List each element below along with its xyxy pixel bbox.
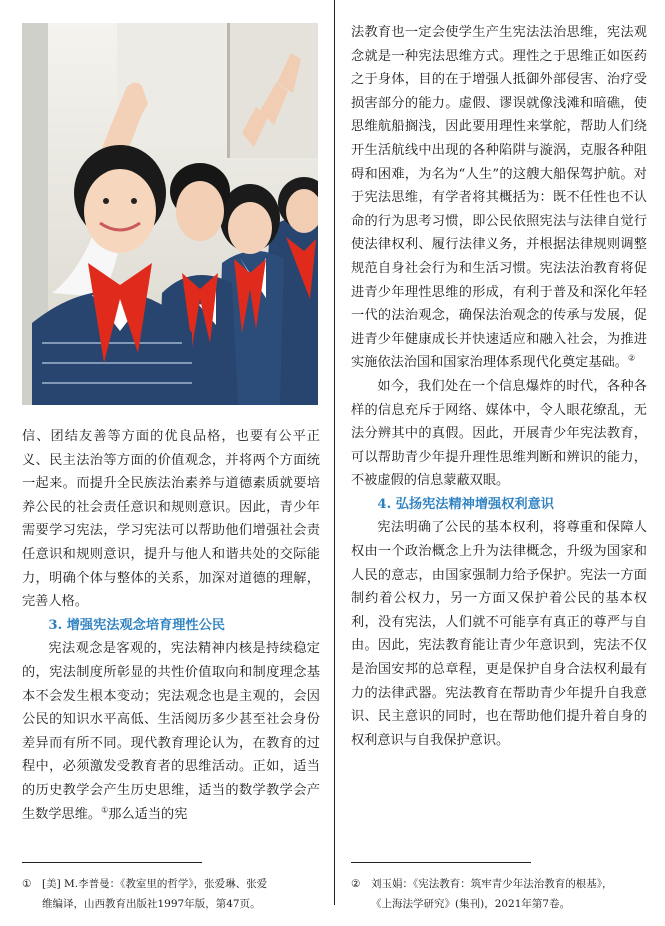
- footnote-2: [351, 874, 651, 914]
- footnote-2-line2: 《上海法学研究》(集刊)，2021年第7卷。: [371, 898, 571, 910]
- right-paragraph-information-age: 如今，我们处在一个信息爆炸的时代，各种各样的信息充斥于网络、媒体中，令人眼花缭乱，无法分辨其中的真假。因此，开展青少年宪法教育，可以帮助青少年提升理性思维判断和辨识的能力，不被虚假的信息蒙蔽双眼。: [351, 378, 647, 489]
- footnote-ref-2[interactable]: ②: [627, 353, 636, 363]
- footnote-1-line2: 维编译，山西教育出版社1997年版，第47页。: [42, 898, 261, 910]
- right-paragraph-rights: 宪法明确了公民的基本权利，将尊重和保障人权由一个政治概念上升为法律概念，升级为国家和人民的意志，由国家强制力给予保护。宪法一方面制约着公权力，另一方面又保护着公民的基本权利，没有宪法，人们就不可能享有真正的尊严与自由。因此，宪法教育能让青少年意识到，宪法不仅是治国安邦的总章程，更是保护自身合法权利最有力的法律武器。宪法教育在帮助青少年提升自我意识、民主意识的同时，也在帮助他们提升着自身的权利意识与自我保护意识。: [351, 520, 647, 748]
- left-paragraph-constitution-concept: [22, 637, 320, 826]
- footnote-mark-1: ①: [22, 878, 32, 890]
- paragraph-text: 法教育也一定会使学生产生宪法法治思维，宪法观念就是一种宪法思维方式。理性之于思维正如医药之于身体，目的在于增强人抵御外部侵害、治疗受损害部分的能力。虚假、谬误就像浅滩和暗礁，使思维航船搁浅，因此要用理性来掌舵，帮助人们绕开生活航线中出现的各种陷阱与漩涡，克服各种阻碍和困难，为名为“人生”的这艘大船保驾护航。对于宪法思维，有学者将其概括为：既不任性也不认命的行为思考习惯，即公民依照宪法与法律自觉行使法律权利、履行法律义务，并根据法律规则调整规范自身社会行为和生活习惯。宪法法治教育将促进青少年理性思维的形成，有利于普及和深化年轻一代的法治观念，确保法治观念的传承与发展，促进青少年健康成长并快速适应和融入社会，为推进实施依法治国和国家治理体系现代化奠定基础。: [351, 25, 647, 371]
- footnote-rule-left: [22, 862, 202, 863]
- section-heading-3: 3. 增强宪法观念培育理性公民: [48, 617, 225, 633]
- students-photo: [22, 23, 318, 405]
- left-paragraph-continued: 信、团结友善等方面的优良品格，也要有公平正义、民主法治等方面的价值观念，并将两个方面统一起来。而提升全民族法治素养与道德素质就要培养公民的社会责任意识和规则意识。因此，青少年需要学习宪法，学习宪法可以帮助他们增强社会责任意识和规则意识，提升与他人和谐共处的交际能力，明确个体与整体的关系，加深对道德的理解，完善人格。: [22, 429, 320, 610]
- paragraph-tail: 那么适当的宪: [108, 806, 188, 822]
- right-column: [351, 21, 647, 752]
- footnote-1-line1: [美] M.李普曼：《教室里的哲学》，张爱琳、张爱: [42, 878, 268, 890]
- paragraph-text: 宪法观念是客观的，宪法精神内核是持续稳定的，宪法制度所彰显的共性价值取向和制度理念基本不会发生根本变动；宪法观念也是主观的，会因公民的知识水平高低、生活阅历多少甚至社会身份差异而有所不同。现代教育理论认为，在教育的过程中，必须激发受教育者的思维活动。正如，适当的历史教学会产生历史思维，适当的数学教学会产生数学思维。: [22, 641, 320, 822]
- footnote-mark-2: ②: [351, 878, 361, 890]
- footnote-2-line1: 刘玉娟：《宪法教育：筑牢青少年法治教育的根基》，: [371, 878, 613, 890]
- column-divider: [334, 0, 335, 905]
- section-heading-4: 4. 弘扬宪法精神增强权利意识: [377, 496, 554, 512]
- left-column: [22, 425, 320, 826]
- footnote-ref-1[interactable]: ①: [101, 805, 109, 815]
- right-paragraph-continued: [351, 21, 647, 375]
- footnote-1: [22, 874, 320, 914]
- footnote-rule-right: [351, 862, 531, 863]
